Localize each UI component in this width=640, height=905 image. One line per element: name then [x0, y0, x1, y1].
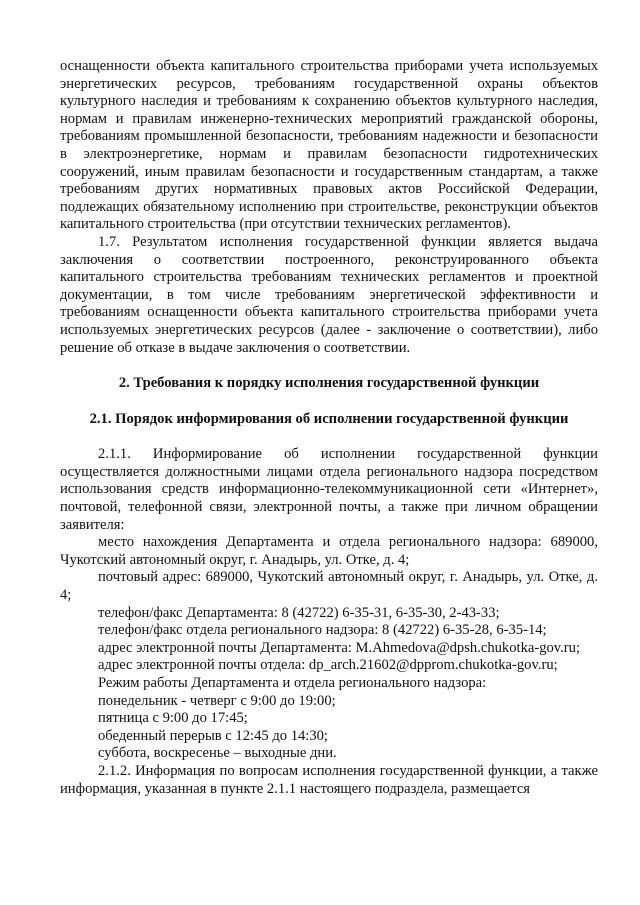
paragraph-2-1-2: 2.1.2. Информация по вопросам исполнения государственной функции, а также информация, указанная в пункте 2.1.1 настоящего подраздела, размещается — [60, 762, 598, 797]
postal-address-line: почтовый адрес: 689000, Чукотский автономный округ, г. Анадырь, ул. Отке, д. 4; — [60, 569, 598, 604]
office-phone-line: телефон/факс отдела регионального надзора: 8 (42722) 6-35-28, 6-35-14; — [98, 622, 547, 639]
subsection-heading: 2.1. Порядок информирования об исполнении государственной функции — [89, 410, 569, 427]
paragraph-requirements-continued: оснащенности объекта капитального строительства приборами учета используемых энергетических ресурсов, требованиям государственной охраны объектов культурного наследия и требованиям к сохранению объектов культурного наследия, нормам и правилам инженерно-технических мероприятий гражданской обороны, требованиям промышленной безопасности, требованиям надежности и безопасности в электроэнергетике, нормам и правилам безопасности гидротехнических сооружений, иным правилам безопасности и государственным стандартам, а также требованиям других нормативных правовых актов Российской Федерации, подлежащих обязательному исполнению при строительстве, реконструкции объектов капитального строительства (при отсутствии технических регламентов). — [60, 58, 598, 233]
document-page — [60, 58, 598, 798]
department-phone-line: телефон/факс Департамента: 8 (42722) 6-35-31, 6-35-30, 2-43-33; — [98, 604, 500, 621]
section-heading: 2. Требования к порядку исполнения государственной функции — [118, 375, 540, 392]
working-hours-heading: Режим работы Департамента и отдела регионального надзора: — [98, 675, 487, 691]
paragraph-1-7: 1.7. Результатом исполнения государственной функции является выдача заключения о соответствии построенного, реконструированного объекта капитального строительства требованиям технических регламентов и проектной документации, в том числе требованиям энергетической эффективности и требованиям оснащенности объекта капитального строительства приборами учета используемых энергетических ресурсов (далее - заключение о соответствии), либо решение об отказе в выдаче заключения о соответствии. — [60, 233, 598, 356]
hours-weekend: суббота, воскресенье – выходные дни. — [98, 745, 337, 762]
office-email-line: адрес электронной почты отдела: dp_arch.21602@dpprom.chukotka-gov.ru; — [98, 657, 558, 674]
location-line: место нахождения Департамента и отдела регионального надзора: 689000, Чукотский автономный округ, г. Анадырь, ул. Отке, д. 4; — [60, 534, 598, 568]
department-email-line: адрес электронной почты Департамента: M.Ahmedova@dpsh.chukotka-gov.ru; — [98, 639, 581, 656]
hours-mon-thu: понедельник - четверг с 9:00 до 19:00; — [98, 692, 336, 709]
hours-friday: пятница с 9:00 до 17:45; — [98, 710, 248, 727]
paragraph-2-1-1: 2.1.1. Информирование об исполнении государственной функции осуществляется должностными лицами отдела регионального надзора посредством использования средств информационно-телекоммуникационной сети «Интернет», почтовой, телефонной связи, электронной почты, а также при личном обращении заявителя: — [60, 446, 598, 533]
hours-lunch-break: обеденный перерыв с 12:45 до 14:30; — [98, 727, 328, 744]
